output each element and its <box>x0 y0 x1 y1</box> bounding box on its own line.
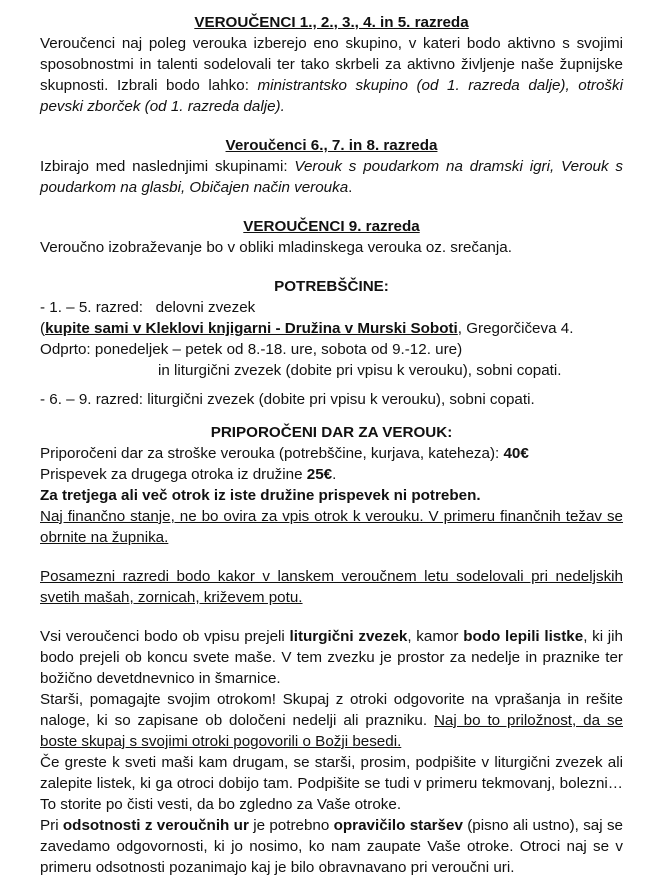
supplies-line-5: - 6. – 9. razred: liturgični zvezek (dobite pri vpisu k verouku), sobni copati. <box>40 391 535 408</box>
bookstore-link-text: kupite sami v Kleklovi knjigarni - Družina v Murski Soboti <box>45 320 458 337</box>
section-text-grades-1-5 <box>40 33 623 117</box>
address: , Gregorčičeva 4. <box>457 320 574 337</box>
booklet-paragraph-2 <box>40 689 623 752</box>
donation-line-3: Za tretjega ali več otrok iz iste družine prispevek ni potreben. <box>40 487 481 504</box>
text: je potrebno <box>248 817 334 834</box>
paren: ( <box>40 320 46 337</box>
supplies-line-2 <box>40 318 623 339</box>
supplies-line-3: Odprto: ponedeljek – petek od 8.-18. ure, sobota od 9.-12. ure) <box>40 341 463 358</box>
booklet-paragraph-3: Če greste k sveti maši kam drugam, se starši, prosim, podpišite v liturgični zvezek ali zalepite listek, ki ga otroci dobijo tam. Podpišite se tudi v primeru tekmovanj, bolezni… To storite po čisti vesti, da bo zgledno za Vaše otroke. <box>40 754 623 813</box>
donation-title: PRIPOROČENI DAR ZA VEROUK: <box>210 424 453 441</box>
text: , kamor <box>407 628 464 645</box>
punctuation: . <box>348 179 353 196</box>
section-title-grade-9: VEROUČENCI 9. razreda <box>243 218 420 235</box>
section-title-grades-6-8: Veroučenci 6., 7. in 8. razreda <box>225 137 438 154</box>
supplies-title: POTREBŠČINE: <box>274 278 389 295</box>
donation-line-1 <box>40 443 623 464</box>
donation-amount: 25€ <box>306 466 333 483</box>
groups-list: ministrantsko skupino (od 1. razreda dalje), otroški pevski zborček (od 1. razreda dalje). <box>40 77 623 115</box>
donation-text: Priporočeni dar za stroške verouka (potrebščine, kurjava, kateheza): <box>40 445 504 462</box>
supplies-line-4: in liturgični zvezek (dobite pri vpisu k verouku), sobni copati. <box>158 362 562 379</box>
punctuation: . <box>332 466 337 483</box>
bold-text: liturgični zvezek <box>289 628 408 645</box>
section-text-grade-9: Veroučno izobraževanje bo v obliki mladinskega verouka oz. srečanja. <box>40 239 512 256</box>
bold-text: opravičilo staršev <box>333 817 463 834</box>
text: Pri <box>40 817 63 834</box>
text: Vsi veroučenci bodo ob vpisu prejeli <box>40 628 290 645</box>
section-text-grades-6-8 <box>40 156 623 198</box>
donation-line-4: Naj finančno stanje, ne bo ovira za vpis otrok k verouku. V primeru finančnih težav se obrnite na župnika. <box>40 508 623 546</box>
text: Starši, pomagajte svojim otrokom! Skupaj z otroki odgovorite na vprašanja in rešite naloge, ki so zapisane ob določeni nedelji ali prazniku. <box>40 691 623 729</box>
document-page <box>40 12 623 878</box>
participation-note: Posamezni razredi bodo kakor v lanskem veroučnem letu sodelovali pri nedeljskih svetih mašah, zornicah, križevem potu. <box>40 568 623 606</box>
donation-amount: 40€ <box>503 445 529 462</box>
underlined-text: Naj bo to priložnost, da se boste skupaj s svojimi otroki pogovorili o Božji besedi. <box>40 712 623 750</box>
intro-text: Veroučenci naj poleg verouka izberejo eno skupino, v kateri bodo aktivno s svojimi sposobnostmi in talenti sodelovali ter tako skrbeli za aktivno življenje naše župnijske skupnosti. Izbrali bodo lahko: <box>40 35 623 94</box>
bold-text: bodo lepili listke <box>463 628 584 645</box>
booklet-paragraph-1 <box>40 626 623 689</box>
booklet-paragraph-4 <box>40 815 623 878</box>
supplies-line-1: - 1. – 5. razred: delovni zvezek <box>40 299 256 316</box>
groups-list: Verouk s poudarkom na dramski igri, Verouk s poudarkom na glasbi, Običajen način verouka <box>40 158 623 196</box>
section-title-grades-1-5: VEROUČENCI 1., 2., 3., 4. in 5. razreda <box>194 14 469 31</box>
bold-text: odsotnosti z veroučnih ur <box>62 817 249 834</box>
text: (pisno ali ustno), saj se zavedamo odgovornosti, ki jo nosimo, ko nam zaupate Vaše otroke. Otroci naj se v primeru odsotnosti pozanimajo kaj je bilo obravnavano pri veroučni uri. <box>40 817 623 876</box>
text: , ki jih bodo prejeli ob koncu svete maše. V tem zvezku je prostor za nedelje in praznike ter božično devetdnevnico in šmarnice. <box>40 628 624 687</box>
intro-text: Izbirajo med naslednjimi skupinami: <box>40 158 295 175</box>
donation-text: Prispevek za drugega otroka iz družine <box>40 466 307 483</box>
donation-line-2 <box>40 464 623 485</box>
